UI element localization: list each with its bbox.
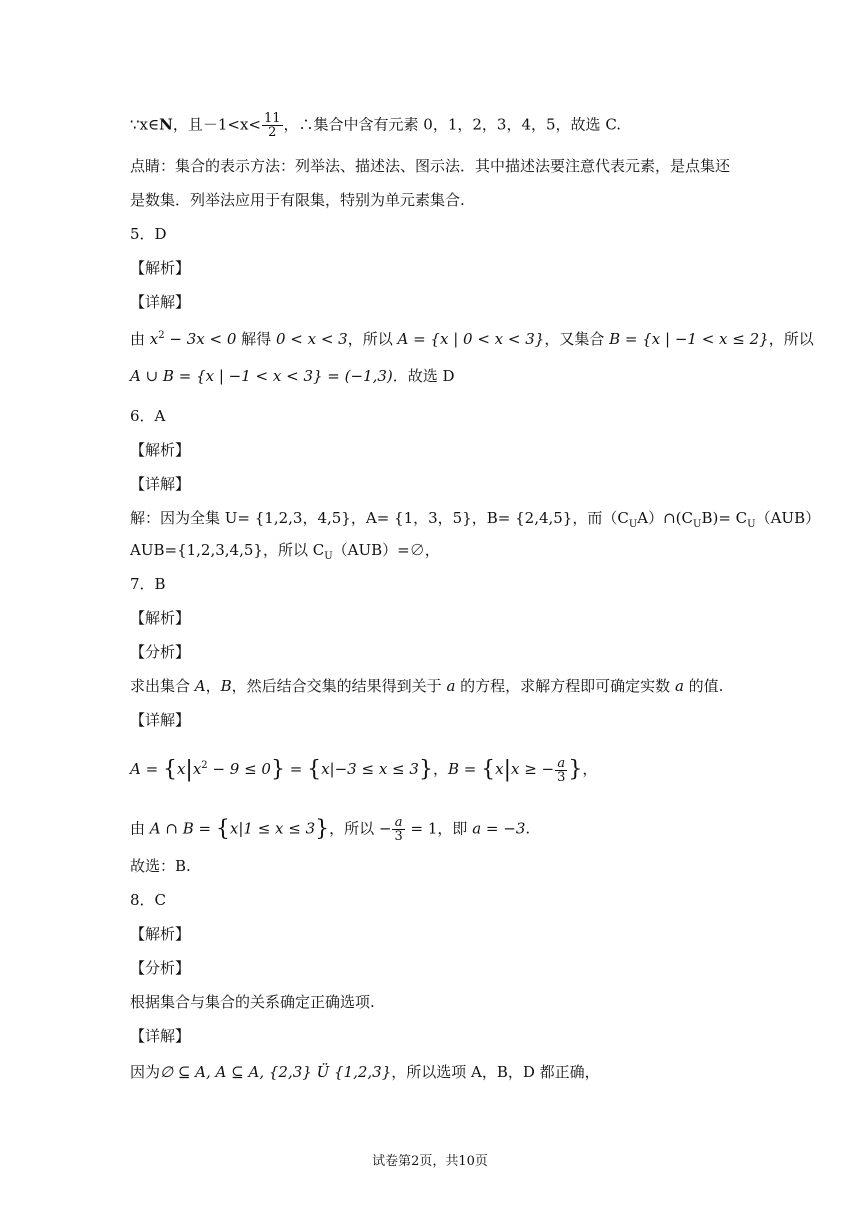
- math: x: [192, 760, 202, 778]
- section-detail: 【详解】: [130, 711, 191, 729]
- math: |−3 ≤ x ≤ 3: [329, 760, 419, 778]
- math: 0 < x < 3: [275, 330, 348, 348]
- math: x: [229, 819, 239, 838]
- q5-solution-line-2: [130, 366, 455, 386]
- note-line-2: 是数集．列举法应用于有限集，特别为单元素集合.: [130, 191, 465, 209]
- math: B: [220, 677, 232, 695]
- math: }: [568, 757, 583, 782]
- math: {: [307, 757, 322, 782]
- question-7-answer: 7．B: [130, 575, 166, 593]
- math: }: [418, 757, 433, 782]
- math: A: [194, 677, 206, 695]
- fraction-numerator: 11: [263, 111, 281, 126]
- math: {: [162, 757, 177, 782]
- section-analysis: 【解析】: [130, 925, 191, 943]
- fraction: [392, 816, 404, 843]
- text: ，: [432, 760, 448, 778]
- section-analysis: 【解析】: [130, 259, 191, 277]
- section-analysis-brief: 【分析】: [130, 959, 191, 977]
- fraction-numerator: a: [555, 757, 567, 771]
- math: x: [176, 760, 186, 778]
- text: ，即: [437, 819, 473, 838]
- text: （AUB）=∅，: [332, 541, 440, 559]
- text: ，所以: [768, 330, 814, 348]
- line-1: [130, 112, 621, 139]
- text: A）∩(C: [637, 509, 694, 527]
- q8-solution-line: [130, 1062, 600, 1082]
- page-footer: 试卷第2页，共10页: [372, 1154, 488, 1169]
- text: 的值.: [683, 677, 724, 695]
- text: ∵x∈: [130, 115, 160, 134]
- text: ，: [205, 677, 221, 695]
- q7-solution-line-2: [130, 816, 530, 843]
- text: B)= C: [701, 509, 748, 527]
- text: 解：因为全集 U= {1,2,3，4,5}，A= {1，3，5}，B= {2,4,5}，而（C: [130, 509, 629, 527]
- section-detail: 【详解】: [130, 475, 191, 493]
- text: 解得: [236, 330, 276, 348]
- text: 求出集合: [130, 677, 195, 695]
- math: A ∪ B = {x | −1 < x < 3} = (−1,3): [130, 367, 393, 385]
- math: |: [503, 757, 511, 782]
- section-detail: 【详解】: [130, 1027, 191, 1045]
- math: A = {x | 0 < x < 3}: [397, 330, 545, 348]
- math: x: [495, 760, 504, 778]
- text: 由: [130, 819, 150, 838]
- math: {: [215, 816, 230, 842]
- text: ，然后结合交集的结果得到关于: [231, 677, 447, 695]
- fraction-denominator: 3: [557, 769, 566, 785]
- text: N: [159, 115, 173, 134]
- text: ，又集合: [544, 330, 610, 348]
- math: |1 ≤ x ≤ 3: [238, 819, 316, 838]
- fraction-numerator: a: [392, 816, 404, 830]
- math: 2: [201, 760, 208, 771]
- math: x: [321, 760, 330, 778]
- text: ，所以选项 A，B，D 都正确，: [391, 1063, 600, 1081]
- math: =: [284, 760, 308, 778]
- math: A =: [130, 760, 163, 778]
- fraction: [262, 112, 283, 139]
- math: |: [185, 757, 193, 782]
- text: ，所以 −: [329, 819, 392, 838]
- q7-analysis-line: [130, 676, 723, 696]
- text: （AUB）: [755, 509, 821, 527]
- subscript: U: [324, 551, 333, 562]
- section-detail: 【详解】: [130, 293, 191, 311]
- math: B =: [447, 760, 482, 778]
- section-analysis: 【解析】: [130, 609, 191, 627]
- subscript: U: [693, 519, 702, 530]
- note-line-1: 点睛：集合的表示方法：列举法、描述法、图示法．其中描述法要注意代表元素，是点集还: [130, 157, 731, 175]
- math: a = −3: [472, 819, 526, 838]
- text: ．故选 D: [392, 367, 455, 385]
- section-analysis-brief: 【分析】: [130, 643, 191, 661]
- fraction-denominator: 3: [394, 829, 403, 844]
- question-8-answer: 8．C: [130, 891, 167, 909]
- subscript: U: [747, 519, 756, 530]
- text: AUB={1,2,3,4,5}，所以 C: [130, 541, 325, 559]
- math: x ≥ −: [510, 760, 555, 778]
- text: .: [525, 819, 531, 838]
- math: }: [270, 757, 285, 782]
- math: {: [481, 757, 496, 782]
- q7-solution-line-1: [130, 756, 597, 784]
- math: 2: [158, 330, 165, 341]
- math: ∅ ⊆ A, A ⊆ A, {2,3} Ü {1,2,3}: [160, 1063, 392, 1081]
- math: a: [446, 677, 456, 695]
- text: ，所以: [347, 330, 398, 348]
- math: = 1: [405, 819, 438, 838]
- text: 的方程，求解方程即可确定实数: [455, 677, 675, 695]
- question-5-answer: 5．D: [130, 225, 167, 243]
- text: 由: [130, 330, 146, 348]
- math: − 9 ≤ 0: [207, 760, 271, 778]
- section-analysis: 【解析】: [130, 441, 191, 459]
- fraction: [555, 757, 567, 784]
- math: a: [674, 677, 684, 695]
- subscript: U: [628, 519, 638, 530]
- q7-conclusion: 故选：B.: [130, 857, 191, 875]
- q8-analysis-line: 根据集合与集合的关系确定正确选项.: [130, 993, 375, 1011]
- text: 因为: [130, 1063, 161, 1081]
- math: A ∩ B =: [149, 819, 216, 838]
- q6-solution-line-2: [130, 540, 440, 567]
- fraction-denominator: 2: [268, 125, 277, 140]
- question-6-answer: 6．A: [130, 407, 166, 425]
- math: x: [149, 330, 159, 348]
- math: − 3x < 0: [164, 330, 237, 348]
- q6-solution-line-1: [130, 508, 820, 535]
- text: ，且－1<x<: [172, 115, 261, 134]
- text: ，∴集合中含有元素 0，1，2，3，4，5，故选 C.: [283, 115, 622, 134]
- q5-solution-line-1: [130, 326, 814, 349]
- math: }: [315, 816, 330, 842]
- math: B = {x | −1 < x ≤ 2}: [609, 330, 769, 348]
- text: ，: [582, 760, 598, 778]
